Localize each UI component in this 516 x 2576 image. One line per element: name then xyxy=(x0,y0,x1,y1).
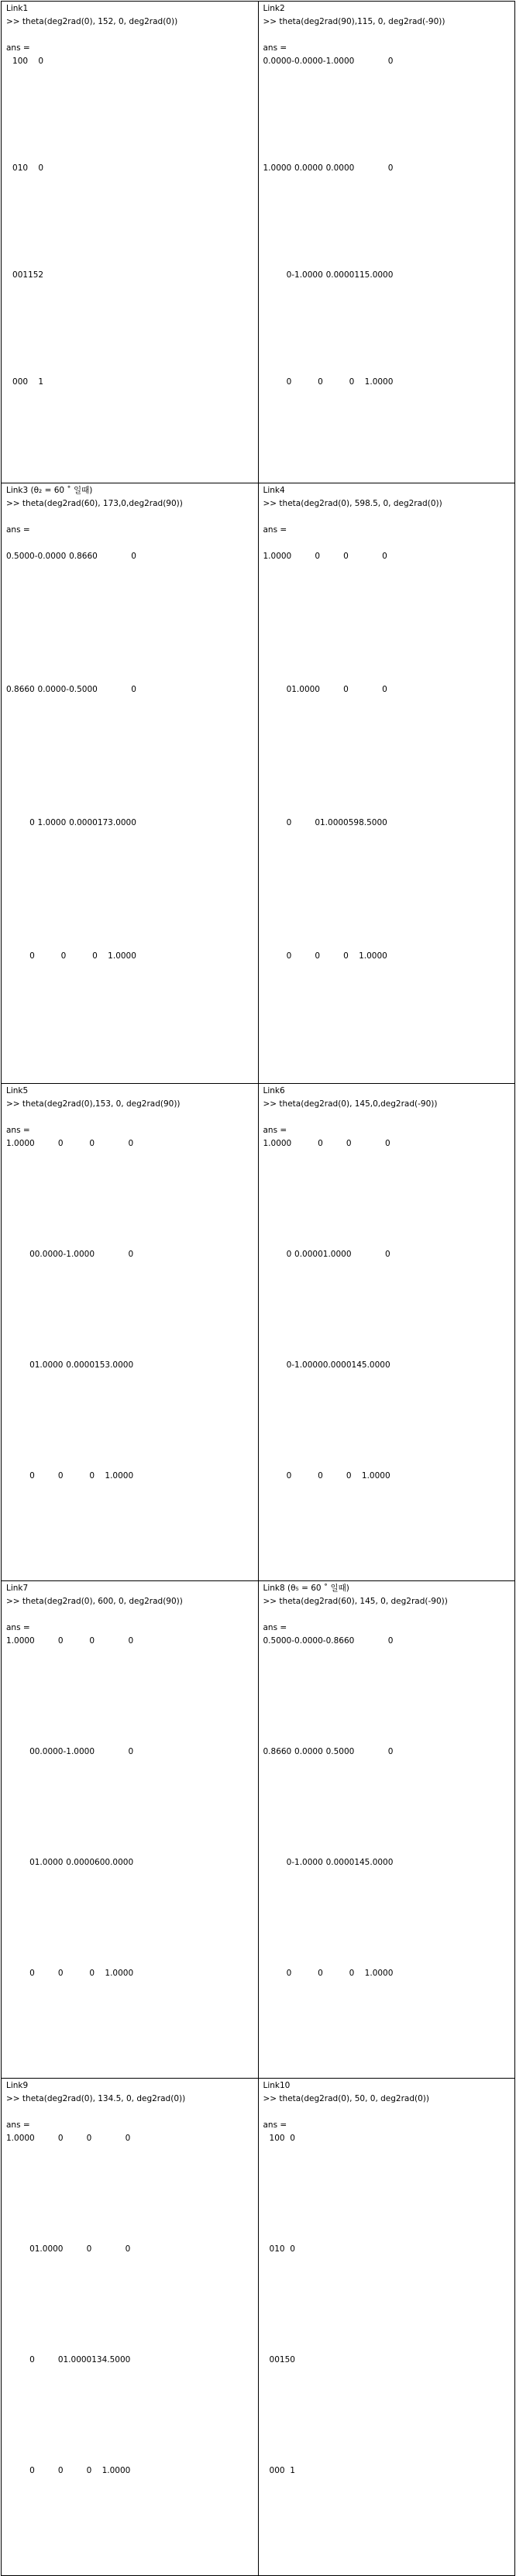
matrix-value: 0 xyxy=(60,951,67,961)
matrix-row xyxy=(6,2354,130,2464)
matrix-value: 1 xyxy=(12,57,18,66)
blank-line xyxy=(263,511,512,524)
matrix-value: 0 xyxy=(29,1360,35,1370)
matrix-value: 0.0000 xyxy=(325,163,355,173)
matrix-value: 0 xyxy=(286,1471,292,1481)
matrix-value: 152 xyxy=(28,270,44,280)
matrix-value: 1.0000 xyxy=(6,1636,35,1646)
matrix-value: 1 xyxy=(279,2355,285,2364)
matrix-value: 0 xyxy=(29,2466,35,2475)
blank-line xyxy=(263,537,512,550)
matrix-row xyxy=(6,2243,130,2354)
ans-label: ans = xyxy=(263,1623,287,1632)
matrix-value: -1.0000 xyxy=(322,57,355,66)
matrix-value: 1.0000 xyxy=(37,818,67,827)
matrix-value: 0 xyxy=(12,377,18,387)
matrix-value: 0 xyxy=(318,1139,323,1148)
matrix-value: 0.5000 xyxy=(325,1747,355,1756)
command-line: >> theta(deg2rad(60), 145, 0, deg2rad(-90)) xyxy=(263,1597,448,1606)
matrix-value: 0 xyxy=(382,552,387,561)
command-line: >> theta(deg2rad(0), 600, 0, deg2rad(90)) xyxy=(6,1597,183,1606)
matrix-row xyxy=(6,817,136,950)
matrix-value: 0 xyxy=(89,1471,95,1481)
ans-label: ans = xyxy=(6,1623,30,1632)
link-cell xyxy=(258,1084,515,1581)
matrix-value: 1.0000 xyxy=(108,951,136,961)
matrix-value: 173.0000 xyxy=(97,818,136,827)
matrix-value: 0 xyxy=(29,2355,35,2364)
matrix-value: 1.0000 xyxy=(34,1360,64,1370)
link-title: Link2 xyxy=(263,4,285,13)
link-title: Link4 xyxy=(263,486,285,495)
matrix-value: 0 xyxy=(128,1636,134,1646)
matrix-value: 0 xyxy=(286,1858,292,1867)
matrix-row xyxy=(6,1856,133,1967)
matrix-value: 0 xyxy=(343,685,349,694)
matrix-value: 0 xyxy=(57,1471,64,1481)
matrix-value: 0 xyxy=(57,1969,64,1978)
matrix-value: 0 xyxy=(22,163,29,173)
matrix-value: 1 xyxy=(38,377,44,387)
matrix-value: 0 xyxy=(315,818,320,827)
matrix-row xyxy=(270,2132,295,2243)
ans-label: ans = xyxy=(263,1126,287,1135)
matrix-value: -1.0000 xyxy=(63,1747,95,1756)
matrix-row xyxy=(6,1137,133,1248)
matrix-row xyxy=(6,2464,130,2575)
matrix-value: 0 xyxy=(12,270,18,280)
matrix-row xyxy=(263,1359,390,1470)
matrix-value: 0 xyxy=(29,951,35,961)
matrix-value: 0.8660 xyxy=(6,685,35,694)
matrix-value: -0.0000 xyxy=(291,1636,323,1646)
matrix-value: 0.0000 xyxy=(322,1360,352,1370)
matrix-value: 0 xyxy=(125,2244,131,2254)
matrix-value: 1.0000 xyxy=(6,1139,35,1148)
matrix-value: 1 xyxy=(274,2244,280,2254)
matrix-value: 0 xyxy=(29,1747,35,1756)
link-title: Link9 xyxy=(6,2081,29,2090)
matrix-row xyxy=(6,1745,133,1856)
matrix-value: 0 xyxy=(57,1139,64,1148)
matrix-value: 0 xyxy=(343,552,349,561)
matrix-row xyxy=(6,2132,130,2243)
table-row xyxy=(2,2079,515,2576)
matrix-value: 1.0000 xyxy=(105,1471,134,1481)
blank-line xyxy=(6,1608,255,1622)
result-matrix xyxy=(270,2132,295,2575)
link-cell xyxy=(2,2,259,483)
blank-line xyxy=(6,1111,255,1124)
matrix-row xyxy=(6,1470,133,1580)
matrix-value: 1 xyxy=(17,163,23,173)
matrix-value: 0 xyxy=(128,1747,134,1756)
matrix-value: 1.0000 xyxy=(322,1250,352,1259)
matrix-row xyxy=(263,1635,394,1745)
matrix-value: 134.5000 xyxy=(91,2355,131,2364)
matrix-row xyxy=(263,162,394,269)
matrix-value: 0.5000 xyxy=(263,1636,292,1646)
matrix-value: 0.0000 xyxy=(325,1858,355,1867)
matrix-value: 0.0000 xyxy=(294,1747,323,1756)
matrix-value: -1.0000 xyxy=(291,1360,323,1370)
matrix-value: -1.0000 xyxy=(291,270,323,280)
matrix-value: 0 xyxy=(384,1139,390,1148)
matrix-value: 0 xyxy=(279,2134,285,2143)
result-matrix xyxy=(6,550,136,1083)
matrix-value: 1.0000 xyxy=(263,1139,292,1148)
matrix-value: 1.0000 xyxy=(63,2355,92,2364)
matrix-value: 0 xyxy=(131,552,136,561)
matrix-value: 0.0000 xyxy=(263,57,292,66)
command-line: >> theta(deg2rad(0), 145,0,deg2rad(-90)) xyxy=(263,1099,438,1109)
matrix-value: 1.0000 xyxy=(320,818,349,827)
matrix-value: 0 xyxy=(57,2355,64,2364)
matrix-value: -0.5000 xyxy=(66,685,98,694)
ans-label: ans = xyxy=(263,43,287,53)
result-matrix xyxy=(263,55,394,483)
matrix-value: 0 xyxy=(286,377,292,387)
table-row xyxy=(2,483,515,1084)
ans-label: ans = xyxy=(6,43,30,53)
matrix-value: -1.0000 xyxy=(291,1858,323,1867)
result-matrix xyxy=(6,1635,133,2078)
matrix-value: 0 xyxy=(29,818,35,827)
matrix-value: 1.0000 xyxy=(34,2244,64,2254)
matrix-value: 1 xyxy=(22,270,29,280)
link-cell xyxy=(258,2079,515,2576)
matrix-value: 0 xyxy=(279,2244,285,2254)
matrix-value: 0 xyxy=(86,2244,92,2254)
matrix-value: 0 xyxy=(57,1636,64,1646)
result-matrix xyxy=(263,1635,394,2078)
matrix-value: 1.0000 xyxy=(101,2466,131,2475)
matrix-value: 0.0000 xyxy=(34,1250,64,1259)
matrix-value: 0 xyxy=(131,685,136,694)
matrix-value: 0 xyxy=(387,57,394,66)
matrix-value: 0 xyxy=(286,951,292,961)
link-title: Link7 xyxy=(6,1584,29,1593)
matrix-row xyxy=(263,683,387,817)
matrix-value: 0 xyxy=(128,1139,134,1148)
command-line: >> theta(deg2rad(0), 134.5, 0, deg2rad(0)) xyxy=(6,2094,186,2103)
matrix-value: 0 xyxy=(29,2244,35,2254)
matrix-row xyxy=(6,1359,133,1470)
link-title: Link5 xyxy=(6,1086,29,1095)
link-title: Link10 xyxy=(263,2081,291,2090)
link-title: Link3 (θ₂ = 60 ˚ 일때) xyxy=(6,486,93,495)
matrix-value: 0 xyxy=(318,1471,323,1481)
matrix-value: 0 xyxy=(286,1250,292,1259)
blank-line xyxy=(6,29,255,42)
blank-line xyxy=(263,1608,512,1622)
matrix-value: 50 xyxy=(284,2355,295,2364)
blank-line xyxy=(6,511,255,524)
matrix-value: 115.0000 xyxy=(354,270,394,280)
matrix-row xyxy=(6,950,136,1083)
matrix-row xyxy=(270,2464,295,2575)
command-line: >> theta(deg2rad(90),115, 0, deg2rad(-90)) xyxy=(263,17,445,26)
matrix-value: 0 xyxy=(17,377,23,387)
matrix-value: 0 xyxy=(382,685,387,694)
matrix-value: 0.0000 xyxy=(325,270,355,280)
matrix-row xyxy=(263,269,394,376)
matrix-row xyxy=(263,1470,390,1580)
link-cell xyxy=(2,2079,259,2576)
matrix-value: 0 xyxy=(12,163,18,173)
matrix-value: 0 xyxy=(346,1471,352,1481)
command-line: >> theta(deg2rad(60), 173,0,deg2rad(90)) xyxy=(6,499,183,508)
matrix-value: 0.0000 xyxy=(69,818,98,827)
matrix-value: 0 xyxy=(57,2134,64,2143)
matrix-value: 0 xyxy=(384,1250,390,1259)
matrix-value: 600.0000 xyxy=(95,1858,134,1867)
matrix-value: 0 xyxy=(89,1969,95,1978)
matrix-value: 0 xyxy=(274,2466,280,2475)
matrix-row xyxy=(263,1856,394,1967)
matrix-value: 0 xyxy=(286,1360,292,1370)
matrix-value: 0 xyxy=(128,1250,134,1259)
matrix-row xyxy=(263,817,387,950)
matrix-value: 0 xyxy=(86,2466,92,2475)
matrix-value: 0 xyxy=(22,377,29,387)
matrix-value: 1.0000 xyxy=(291,685,320,694)
matrix-value: 0 xyxy=(125,2134,131,2143)
result-matrix xyxy=(6,2132,130,2575)
matrix-value: 0 xyxy=(86,2134,92,2143)
matrix-value: 0 xyxy=(286,818,292,827)
matrix-value: 0 xyxy=(29,1969,35,1978)
matrix-value: 0.8660 xyxy=(263,1747,292,1756)
blank-line xyxy=(263,2106,512,2119)
matrix-value: 0 xyxy=(286,685,292,694)
result-matrix xyxy=(263,1137,390,1580)
matrix-value: -1.0000 xyxy=(63,1250,95,1259)
matrix-row xyxy=(270,2243,295,2354)
matrix-value: 1.0000 xyxy=(6,2134,35,2143)
link-title: Link1 xyxy=(6,4,29,13)
matrix-value: 0 xyxy=(29,1471,35,1481)
link-cell xyxy=(258,1581,515,2079)
matrix-value: 0 xyxy=(286,1969,292,1978)
matrix-value: 1.0000 xyxy=(364,1969,394,1978)
matrix-row xyxy=(12,55,43,162)
matrix-value: 0 xyxy=(318,377,323,387)
matrix-value: -0.0000 xyxy=(34,552,67,561)
matrix-value: 0 xyxy=(387,163,394,173)
link-table xyxy=(1,1,515,2576)
matrix-value: 1.0000 xyxy=(34,1858,64,1867)
matrix-value: 0 xyxy=(349,377,355,387)
matrix-value: 0 xyxy=(92,951,98,961)
matrix-value: 0 xyxy=(387,1747,394,1756)
blank-line xyxy=(6,537,255,550)
result-matrix xyxy=(263,550,387,1083)
ans-label: ans = xyxy=(6,1126,30,1135)
matrix-value: 0 xyxy=(269,2355,275,2364)
matrix-value: 0 xyxy=(318,1969,323,1978)
matrix-value: 0 xyxy=(315,552,320,561)
matrix-row xyxy=(6,550,136,683)
link-cell xyxy=(2,1581,259,2079)
result-matrix xyxy=(12,55,43,483)
matrix-row xyxy=(263,1745,394,1856)
matrix-value: 0.0000 xyxy=(34,1747,64,1756)
matrix-row xyxy=(6,1248,133,1359)
matrix-value: 0.8660 xyxy=(69,552,98,561)
blank-line xyxy=(263,29,512,42)
matrix-row xyxy=(270,2354,295,2464)
matrix-value: 0 xyxy=(269,2244,275,2254)
command-line: >> theta(deg2rad(0),153, 0, deg2rad(90)) xyxy=(6,1099,181,1109)
matrix-row xyxy=(263,1967,394,2078)
matrix-value: 0 xyxy=(346,1139,352,1148)
matrix-value: 153.0000 xyxy=(95,1360,134,1370)
matrix-value: 0 xyxy=(38,163,44,173)
matrix-value: 0 xyxy=(290,2134,295,2143)
matrix-value: 0 xyxy=(269,2466,275,2475)
link-title: Link6 xyxy=(263,1086,285,1095)
link-title: Link8 (θ₅ = 60 ˚ 일때) xyxy=(263,1584,349,1593)
blank-line xyxy=(263,1111,512,1124)
matrix-value: 1.0000 xyxy=(263,552,292,561)
command-line: >> theta(deg2rad(0), 50, 0, deg2rad(0)) xyxy=(263,2094,429,2103)
matrix-row xyxy=(6,1635,133,1745)
matrix-value: -0.8660 xyxy=(322,1636,355,1646)
matrix-row xyxy=(12,269,43,376)
link-cell xyxy=(258,483,515,1084)
matrix-value: 0 xyxy=(57,2466,64,2475)
matrix-value: 0 xyxy=(279,2466,285,2475)
matrix-value: 0.0000 xyxy=(66,1858,95,1867)
matrix-value: 0 xyxy=(286,270,292,280)
table-row xyxy=(2,1581,515,2079)
ans-label: ans = xyxy=(263,525,287,535)
ans-label: ans = xyxy=(6,2120,30,2130)
link-cell xyxy=(2,1084,259,1581)
matrix-row xyxy=(263,55,394,162)
matrix-value: 0 xyxy=(349,1969,355,1978)
matrix-row xyxy=(263,950,387,1083)
matrix-value: 1.0000 xyxy=(361,1471,390,1481)
command-line: >> theta(deg2rad(0), 152, 0, deg2rad(0)) xyxy=(6,17,178,26)
matrix-row xyxy=(12,162,43,269)
matrix-value: 0 xyxy=(387,1636,394,1646)
matrix-value: 1.0000 xyxy=(359,951,387,961)
ans-label: ans = xyxy=(6,525,30,535)
matrix-value: 1.0000 xyxy=(364,377,394,387)
matrix-value: 0.0000 xyxy=(294,163,323,173)
matrix-value: 0 xyxy=(17,270,23,280)
result-matrix xyxy=(6,1137,133,1580)
document xyxy=(0,1,516,2576)
link-cell xyxy=(258,2,515,483)
matrix-value: 0 xyxy=(89,1139,95,1148)
matrix-value: 0.5000 xyxy=(6,552,35,561)
matrix-value: 1.0000 xyxy=(105,1969,134,1978)
matrix-row xyxy=(263,550,387,683)
matrix-row xyxy=(263,1137,390,1248)
matrix-value: 598.5000 xyxy=(348,818,387,827)
matrix-row xyxy=(6,683,136,817)
matrix-value: 1 xyxy=(269,2134,275,2143)
matrix-value: 0 xyxy=(290,2244,295,2254)
matrix-value: 0 xyxy=(29,1250,35,1259)
command-line: >> theta(deg2rad(0), 598.5, 0, deg2rad(0)) xyxy=(263,499,442,508)
matrix-value: 0 xyxy=(17,57,23,66)
matrix-value: 145.0000 xyxy=(351,1360,390,1370)
matrix-value: 0.0000 xyxy=(37,685,67,694)
matrix-row xyxy=(263,376,394,483)
matrix-value: 0 xyxy=(38,57,44,66)
matrix-value: 1 xyxy=(290,2466,295,2475)
matrix-value: 0 xyxy=(29,1858,35,1867)
matrix-value: -0.0000 xyxy=(291,57,323,66)
matrix-value: 0 xyxy=(89,1636,95,1646)
matrix-row xyxy=(12,376,43,483)
matrix-value: 145.0000 xyxy=(354,1858,394,1867)
blank-line xyxy=(6,2106,255,2119)
matrix-value: 0 xyxy=(274,2134,280,2143)
table-row xyxy=(2,1084,515,1581)
matrix-value: 0 xyxy=(274,2355,280,2364)
table-row xyxy=(2,2,515,483)
matrix-row xyxy=(263,1248,390,1359)
matrix-value: 1.0000 xyxy=(263,163,292,173)
ans-label: ans = xyxy=(263,2120,287,2130)
matrix-value: 0 xyxy=(343,951,349,961)
link-cell xyxy=(2,483,259,1084)
matrix-value: 0 xyxy=(22,57,29,66)
matrix-row xyxy=(6,1967,133,2078)
matrix-value: 0.0000 xyxy=(66,1360,95,1370)
matrix-value: 0.0000 xyxy=(294,1250,323,1259)
matrix-value: 0 xyxy=(315,951,320,961)
